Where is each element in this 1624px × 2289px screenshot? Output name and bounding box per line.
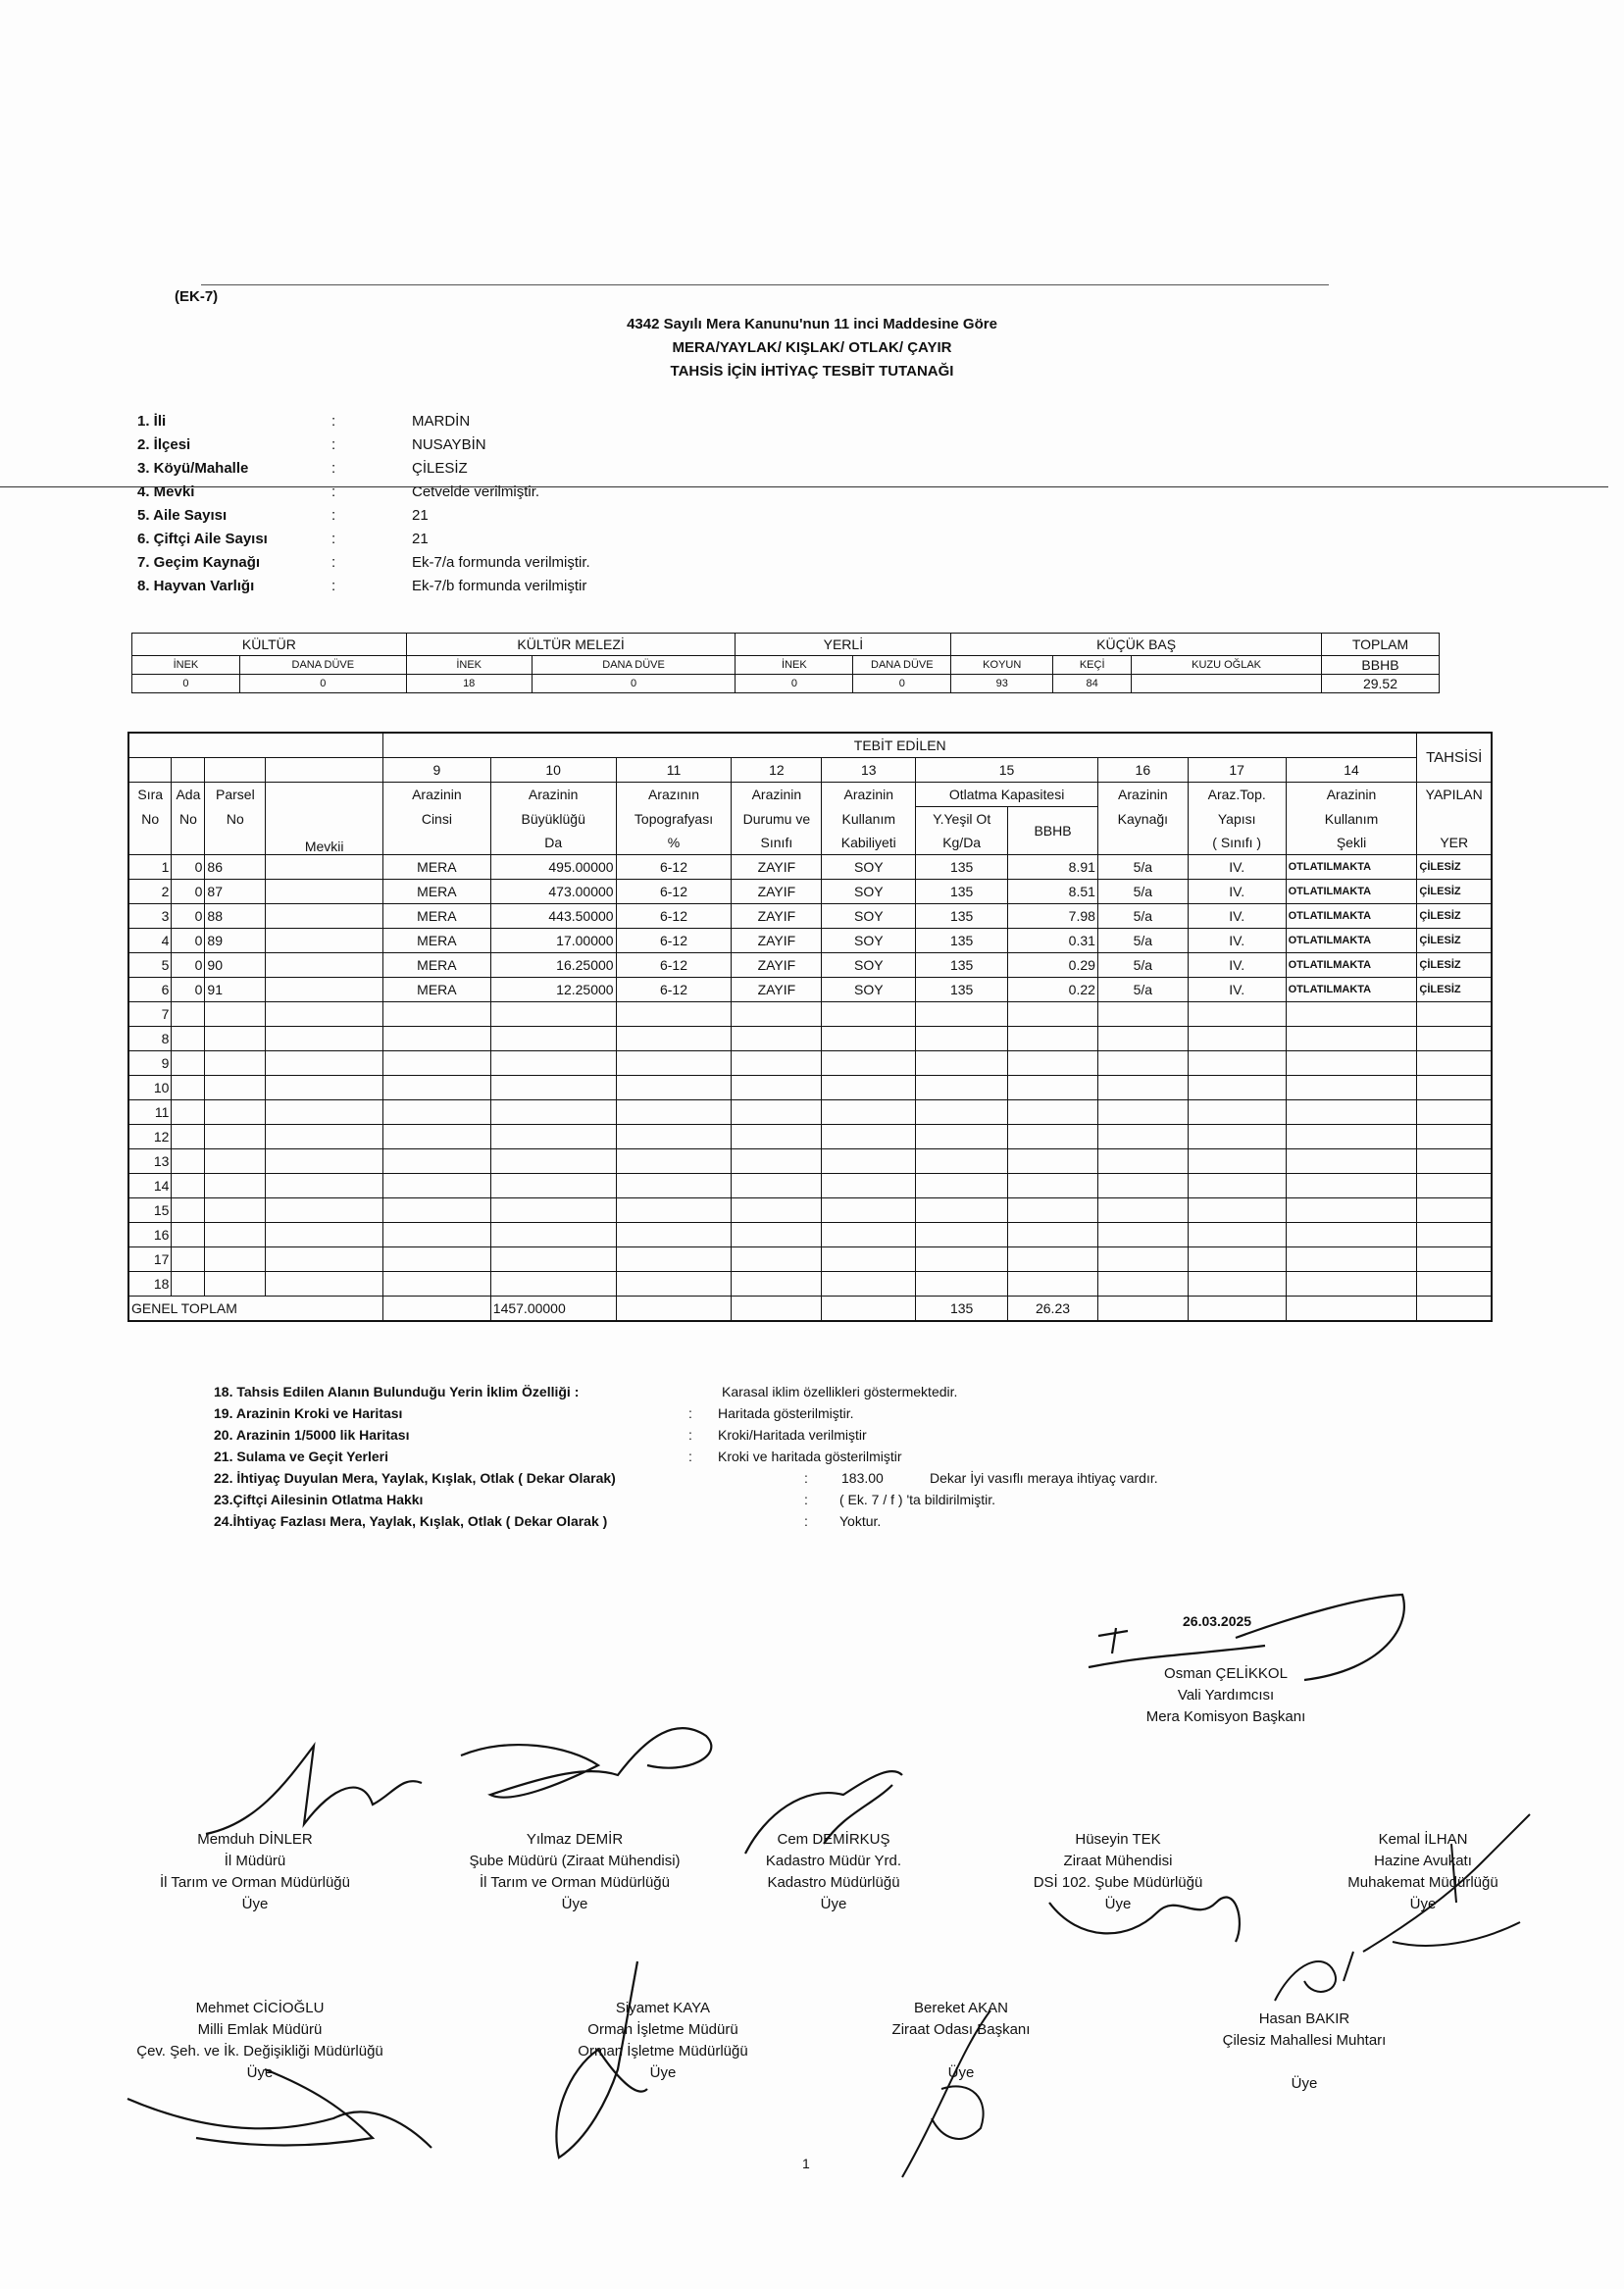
clause-sep: : <box>688 1427 692 1443</box>
info-label: 3. Köyü/Mahalle <box>137 460 249 477</box>
cell-kaynak: 5/a <box>1097 855 1188 880</box>
cell-mevkii <box>266 978 383 1002</box>
clause-label: 18. Tahsis Edilen Alanın Bulunduğu Yerin İklim Özelliği : <box>214 1384 580 1399</box>
cell-kaynak: 5/a <box>1097 953 1188 978</box>
livestock-subheader: KUZU OĞLAK <box>1132 656 1322 675</box>
total-bbhb: 26.23 <box>1008 1297 1098 1322</box>
column-number: 13 <box>822 758 916 783</box>
info-sep: : <box>331 578 336 594</box>
cell-buyukluk: 17.00000 <box>490 929 616 953</box>
cell-topo: 6-12 <box>616 880 732 904</box>
table-row <box>128 855 1492 880</box>
column-number: 10 <box>490 758 616 783</box>
cell-buyukluk: 12.25000 <box>490 978 616 1002</box>
cell-kabiliyet: SOY <box>822 855 916 880</box>
info-sep: : <box>331 554 336 571</box>
clause-label: 22. İhtiyaç Duyulan Mera, Yaylak, Kışlak, Otlak ( Dekar Olarak) <box>214 1470 616 1486</box>
info-sep: : <box>331 436 336 453</box>
cell-mevkii <box>266 855 383 880</box>
table-row <box>128 880 1492 904</box>
top-rule <box>201 284 1329 285</box>
column-number: 16 <box>1097 758 1188 783</box>
cell-kabiliyet: SOY <box>822 978 916 1002</box>
clause-amount: 183.00 <box>841 1470 884 1486</box>
info-value: MARDİN <box>412 413 471 430</box>
cell-parsel: 90 <box>205 953 266 978</box>
livestock-subheader: İNEK <box>132 656 240 675</box>
table-row <box>128 1149 1492 1174</box>
cell-mevkii <box>266 904 383 929</box>
cell-bbhb: 8.91 <box>1008 855 1098 880</box>
cell-sira: 12 <box>128 1125 172 1149</box>
parsel-header: Parsel <box>205 783 266 807</box>
livestock-value: 0 <box>132 675 240 693</box>
info-sep: : <box>331 531 336 547</box>
cell-yer: ÇİLESİZ <box>1417 904 1492 929</box>
column-number: 17 <box>1188 758 1286 783</box>
clause-sep: : <box>688 1449 692 1464</box>
cell-ada: 0 <box>172 880 205 904</box>
cell-bbhb: 0.22 <box>1008 978 1098 1002</box>
cell-ada: 0 <box>172 978 205 1002</box>
cell-ada: 0 <box>172 929 205 953</box>
cell-kaynak: 5/a <box>1097 929 1188 953</box>
cell-parsel: 87 <box>205 880 266 904</box>
cell-buyukluk: 443.50000 <box>490 904 616 929</box>
cell-bbhb: 0.29 <box>1008 953 1098 978</box>
livestock-group: KÜÇÜK BAŞ <box>951 634 1322 656</box>
cell-sira: 5 <box>128 953 172 978</box>
clause-row <box>214 1381 1293 1402</box>
clause-sep: : <box>804 1470 808 1486</box>
cell-sira: 9 <box>128 1051 172 1076</box>
sira-header: Sıra <box>128 783 172 807</box>
title-line-2: MERA/YAYLAK/ KIŞLAK/ OTLAK/ ÇAYIR <box>672 339 952 356</box>
signatory-7: Siyamet KAYA Orman İşletme Müdürü Orman İşletme Müdürlüğü Üye <box>578 2000 748 2081</box>
cell-cinsi: MERA <box>383 880 491 904</box>
cell-yesil: 135 <box>916 904 1008 929</box>
clause-row <box>214 1446 1293 1467</box>
table-row <box>128 1027 1492 1051</box>
table-row <box>128 1223 1492 1247</box>
cell-topo: 6-12 <box>616 855 732 880</box>
clause-row <box>214 1489 1293 1510</box>
cell-durum: ZAYIF <box>732 978 822 1002</box>
cell-sira: 15 <box>128 1198 172 1223</box>
cell-buyukluk: 16.25000 <box>490 953 616 978</box>
table-row <box>128 1198 1492 1223</box>
info-value: Ek-7/a formunda verilmiştir. <box>412 554 590 571</box>
cell-kaynak: 5/a <box>1097 880 1188 904</box>
cell-sira: 10 <box>128 1076 172 1100</box>
clause-row <box>214 1402 1293 1424</box>
clause-row <box>214 1510 1293 1532</box>
mevkii-header: Mevkii <box>266 783 383 855</box>
livestock-subheader: İNEK <box>736 656 853 675</box>
livestock-value: 18 <box>406 675 532 693</box>
cell-parsel: 88 <box>205 904 266 929</box>
cell-yer: ÇİLESİZ <box>1417 880 1492 904</box>
cell-topo: 6-12 <box>616 929 732 953</box>
clause-value: Kroki ve haritada gösterilmiştir <box>718 1449 902 1464</box>
column-number: 9 <box>383 758 491 783</box>
cell-topo: 6-12 <box>616 978 732 1002</box>
clause-label: 19. Arazinin Kroki ve Haritası <box>214 1405 403 1421</box>
column-number: 11 <box>616 758 732 783</box>
signatory-1: Memduh DİNLER İl Müdürü İl Tarım ve Orman Müdürlüğü Üye <box>160 1831 350 1912</box>
cell-yesil: 135 <box>916 978 1008 1002</box>
tahsisi-header: TAHSİSİ <box>1417 733 1492 783</box>
cell-cinsi: MERA <box>383 978 491 1002</box>
cell-yesil: 135 <box>916 953 1008 978</box>
cell-sira: 14 <box>128 1174 172 1198</box>
cell-sira: 4 <box>128 929 172 953</box>
title-line-3: TAHSİS İÇİN İHTİYAÇ TESBİT TUTANAĞI <box>670 363 954 380</box>
livestock-value <box>1132 675 1322 693</box>
livestock-value: 0 <box>239 675 406 693</box>
cell-cinsi: MERA <box>383 904 491 929</box>
cell-sira: 6 <box>128 978 172 1002</box>
table-row <box>128 953 1492 978</box>
table-row <box>128 1100 1492 1125</box>
cell-yapi: IV. <box>1188 929 1286 953</box>
table-row <box>128 1002 1492 1027</box>
livestock-subheader: DANA DÜVE <box>239 656 406 675</box>
livestock-value: 0 <box>736 675 853 693</box>
info-sep: : <box>331 483 336 500</box>
cell-topo: 6-12 <box>616 904 732 929</box>
livestock-value: 0 <box>532 675 736 693</box>
cell-bbhb: 8.51 <box>1008 880 1098 904</box>
cell-yer: ÇİLESİZ <box>1417 929 1492 953</box>
ada-header: Ada <box>172 783 205 807</box>
total-area: 1457.00000 <box>490 1297 616 1322</box>
date: 26.03.2025 <box>1183 1613 1252 1629</box>
column-number: 14 <box>1286 758 1417 783</box>
cell-kabiliyet: SOY <box>822 929 916 953</box>
cell-parsel: 89 <box>205 929 266 953</box>
cell-yapi: IV. <box>1188 855 1286 880</box>
cell-mevkii <box>266 929 383 953</box>
cell-sira: 1 <box>128 855 172 880</box>
cell-sekil: OTLATILMAKTA <box>1286 904 1417 929</box>
livestock-subheader: KEÇİ <box>1053 656 1132 675</box>
column-number: 12 <box>732 758 822 783</box>
tebit-edilen-header: TEBİT EDİLEN <box>383 733 1417 758</box>
cell-kabiliyet: SOY <box>822 953 916 978</box>
cell-ada: 0 <box>172 855 205 880</box>
cell-durum: ZAYIF <box>732 855 822 880</box>
cell-sira: 17 <box>128 1247 172 1272</box>
clause-value: ( Ek. 7 / f ) 'ta bildirilmiştir. <box>839 1492 996 1507</box>
cell-sira: 3 <box>128 904 172 929</box>
info-label: 4. Mevki <box>137 483 195 500</box>
clause-value: Haritada gösterilmiştir. <box>718 1405 854 1421</box>
kabiliyet-header: Arazinin <box>822 783 916 807</box>
clause-row <box>214 1467 1293 1489</box>
signature-scribble <box>167 1726 441 1844</box>
cell-durum: ZAYIF <box>732 953 822 978</box>
cell-mevkii <box>266 953 383 978</box>
cell-kabiliyet: SOY <box>822 880 916 904</box>
livestock-subheader: DANA DÜVE <box>532 656 736 675</box>
table-row <box>128 1272 1492 1297</box>
info-sep: : <box>331 460 336 477</box>
livestock-value: 93 <box>951 675 1053 693</box>
cell-cinsi: MERA <box>383 929 491 953</box>
info-value: 21 <box>412 531 429 547</box>
land-table: TEBİT EDİLEN TAHSİSİ 9 10 11 12 13 15 16 17 14 Sıra Ada Parsel Mevkii Arazinin Arazinin Arazının Arazinin Arazinin Otlatma Kapasitesi Arazinin Araz.Top. Arazinin YAPILAN No No No Cinsi Büyüklüğü Topografyası Durumu ve Kullanım Y.Yeşil Ot BBHB Kaynağı Yapısı Kullanım Da % Sınıfı Kabiliyeti Kg/Da ( Sınıfı ) Şekli YER 1 0 86 MERA 495.00000 6-12 ZAYIF SOY 135 8.91 5/a IV. OTLATILMAKTA ÇİLESİZ 2 0 87 MERA 473.00000 6-12 ZAYIF SOY 135 8.51 5/a IV. OTLATILMAKTA ÇİLESİZ 3 0 88 MERA 443.50000 6-12 ZAYIF SOY 135 7.98 5/a IV. OTLATILMAKTA ÇİLESİZ 4 0 89 MERA 17.00000 6-12 ZAYIF SOY 135 0.31 5/a IV. OTLATILMAKTA ÇİLESİZ 5 0 90 MERA 16.25000 6-12 ZAYIF SOY 135 0.29 5/a IV. OTLATILMAKTA ÇİLESİZ 6 0 91 MERA 12.25000 6-12 ZAYIF SOY 135 0.22 5/a IV. OTLATILMAKTA ÇİLESİZ 7 8 9 10 11 12 13 14 15 16 17 18 GENEL TOPLAM 1457.00000 135 26.23 <box>127 732 1493 1322</box>
clause-sep: : <box>804 1492 808 1507</box>
yapilan-header: YAPILAN <box>1417 783 1492 807</box>
cell-yesil: 135 <box>916 855 1008 880</box>
clause-value: Dekar İyi vasıflı meraya ihtiyaç vardır. <box>930 1470 1158 1486</box>
topografya-header: Arazının <box>616 783 732 807</box>
signatory-3: Cem DEMİRKUŞ Kadastro Müdür Yrd. Kadastro Müdürlüğü Üye <box>765 1831 902 1912</box>
cell-kaynak: 5/a <box>1097 904 1188 929</box>
cell-kabiliyet: SOY <box>822 904 916 929</box>
top-yapisi-header: Araz.Top. <box>1188 783 1286 807</box>
info-value: ÇİLESİZ <box>412 460 468 477</box>
signatory-8: Bereket AKAN Ziraat Odası Başkanı Üye <box>891 2000 1031 2081</box>
signatory-9: Hasan BAKIR Çilesiz Mahallesi Muhtarı Üye <box>1222 2010 1387 2092</box>
cell-yer: ÇİLESİZ <box>1417 855 1492 880</box>
cell-cinsi: MERA <box>383 953 491 978</box>
cell-sira: 16 <box>128 1223 172 1247</box>
cell-yapi: IV. <box>1188 880 1286 904</box>
livestock-table <box>131 633 1440 693</box>
cell-sekil: OTLATILMAKTA <box>1286 855 1417 880</box>
livestock-subheader: BBHB <box>1321 656 1439 675</box>
cell-sira: 18 <box>128 1272 172 1297</box>
cell-buyukluk: 495.00000 <box>490 855 616 880</box>
livestock-group: KÜLTÜR <box>132 634 407 656</box>
cell-kaynak: 5/a <box>1097 978 1188 1002</box>
table-row <box>128 904 1492 929</box>
livestock-group: YERLİ <box>736 634 951 656</box>
genel-toplam-label: GENEL TOPLAM <box>128 1297 383 1322</box>
cell-yapi: IV. <box>1188 953 1286 978</box>
info-value: NUSAYBİN <box>412 436 486 453</box>
cell-cinsi: MERA <box>383 855 491 880</box>
livestock-group: KÜLTÜR MELEZİ <box>406 634 736 656</box>
durum-header: Arazinin <box>732 783 822 807</box>
clause-row <box>214 1424 1293 1446</box>
table-row <box>128 1076 1492 1100</box>
livestock-value: 29.52 <box>1321 675 1439 693</box>
cell-bbhb: 0.31 <box>1008 929 1098 953</box>
signature-scribble <box>451 1697 736 1824</box>
kullanim-sekli-header: Arazinin <box>1286 783 1417 807</box>
livestock-subheader: İNEK <box>406 656 532 675</box>
form-code: (EK-7) <box>175 288 219 305</box>
buyukluk-header: Arazinin <box>490 783 616 807</box>
page-number: 1 <box>802 2156 810 2171</box>
info-value: Ek-7/b formunda verilmiştir <box>412 578 587 594</box>
cell-sekil: OTLATILMAKTA <box>1286 953 1417 978</box>
livestock-subheader: KOYUN <box>951 656 1053 675</box>
title-line-1: 4342 Sayılı Mera Kanunu'nun 11 inci Maddesine Göre <box>627 316 997 332</box>
livestock-value: 84 <box>1053 675 1132 693</box>
cell-yesil: 135 <box>916 929 1008 953</box>
cell-sira: 11 <box>128 1100 172 1125</box>
info-label: 2. İlçesi <box>137 436 191 453</box>
cell-yer: ÇİLESİZ <box>1417 953 1492 978</box>
clause-value: Yoktur. <box>839 1513 882 1529</box>
cell-sira: 7 <box>128 1002 172 1027</box>
info-value: 21 <box>412 507 429 524</box>
info-value: Cetvelde verilmiştir. <box>412 483 540 500</box>
cell-sira: 2 <box>128 880 172 904</box>
cell-yesil: 135 <box>916 880 1008 904</box>
total-yesil-ot: 135 <box>916 1297 1008 1322</box>
table-row <box>128 929 1492 953</box>
cell-sekil: OTLATILMAKTA <box>1286 978 1417 1002</box>
clause-sep: : <box>688 1405 692 1421</box>
info-label: 8. Hayvan Varlığı <box>137 578 255 594</box>
cell-yer: ÇİLESİZ <box>1417 978 1492 1002</box>
signatory-4: Hüseyin TEK Ziraat Mühendisi DSİ 102. Şube Müdürlüğü Üye <box>1033 1831 1203 1912</box>
chair-block: Osman ÇELİKKOL Vali Yardımcısı Mera Komisyon Başkanı <box>1145 1665 1306 1725</box>
signatory-5: Kemal İLHAN Hazine Avukatı Muhakemat Müdürlüğü Üye <box>1347 1831 1498 1912</box>
info-label: 1. İli <box>137 413 167 430</box>
info-label: 5. Aile Sayısı <box>137 507 228 524</box>
kapasite-header: Otlatma Kapasitesi <box>916 783 1098 807</box>
table-row <box>128 1247 1492 1272</box>
table-row <box>128 978 1492 1002</box>
clause-label: 21. Sulama ve Geçit Yerleri <box>214 1449 388 1464</box>
cell-durum: ZAYIF <box>732 904 822 929</box>
clause-label: 24.İhtiyaç Fazlası Mera, Yaylak, Kışlak, Otlak ( Dekar Olarak ) <box>214 1513 608 1529</box>
cell-mevkii <box>266 880 383 904</box>
cell-durum: ZAYIF <box>732 880 822 904</box>
livestock-group: TOPLAM <box>1321 634 1439 656</box>
clause-value: Karasal iklim özellikleri göstermektedir. <box>722 1384 958 1399</box>
cinsi-header: Arazinin <box>383 783 491 807</box>
table-row <box>128 1125 1492 1149</box>
cell-parsel: 91 <box>205 978 266 1002</box>
cell-topo: 6-12 <box>616 953 732 978</box>
info-sep: : <box>331 413 336 430</box>
signature-scribble <box>1255 1942 1373 2010</box>
clause-label: 23.Çiftçi Ailesinin Otlatma Hakkı <box>214 1492 424 1507</box>
cell-durum: ZAYIF <box>732 929 822 953</box>
cell-sekil: OTLATILMAKTA <box>1286 880 1417 904</box>
cell-buyukluk: 473.00000 <box>490 880 616 904</box>
clause-label: 20. Arazinin 1/5000 lik Haritası <box>214 1427 410 1443</box>
cell-ada: 0 <box>172 953 205 978</box>
cell-bbhb: 7.98 <box>1008 904 1098 929</box>
cell-sira: 8 <box>128 1027 172 1051</box>
info-label: 6. Çiftçi Aile Sayısı <box>137 531 268 547</box>
signatory-6: Mehmet CİCİOĞLU Milli Emlak Müdürü Çev. Şeh. ve İk. Değişikliği Müdürlüğü Üye <box>136 2000 383 2081</box>
livestock-subheader: DANA DÜVE <box>853 656 951 675</box>
table-row <box>128 1174 1492 1198</box>
cell-yapi: IV. <box>1188 904 1286 929</box>
kaynak-header: Arazinin <box>1097 783 1188 807</box>
cell-ada: 0 <box>172 904 205 929</box>
cell-parsel: 86 <box>205 855 266 880</box>
column-number: 15 <box>916 758 1098 783</box>
cell-yapi: IV. <box>1188 978 1286 1002</box>
livestock-value: 0 <box>853 675 951 693</box>
signatory-2: Yılmaz DEMİR Şube Müdürü (Ziraat Mühendisi) İl Tarım ve Orman Müdürlüğü Üye <box>469 1831 681 1912</box>
table-row <box>128 1051 1492 1076</box>
clause-value: Kroki/Haritada verilmiştir <box>718 1427 867 1443</box>
clause-sep: : <box>804 1513 808 1529</box>
cell-sira: 13 <box>128 1149 172 1174</box>
scan-line <box>0 486 1608 487</box>
info-sep: : <box>331 507 336 524</box>
cell-sekil: OTLATILMAKTA <box>1286 929 1417 953</box>
info-label: 7. Geçim Kaynağı <box>137 554 261 571</box>
